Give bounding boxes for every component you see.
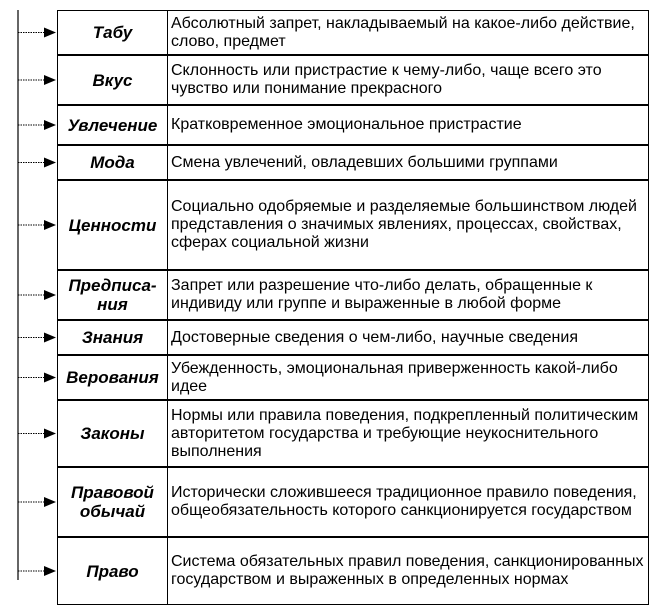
arrowhead-icon bbox=[44, 120, 56, 130]
arrowhead-icon bbox=[44, 220, 56, 230]
table-row bbox=[57, 55, 649, 105]
term-cell: Мода bbox=[58, 146, 168, 179]
term-cell: Ценности bbox=[58, 181, 168, 269]
table-row bbox=[57, 270, 649, 320]
term-cell: Правовой обычай bbox=[58, 468, 168, 536]
arrowhead-icon bbox=[44, 373, 56, 383]
definition-cell: Достоверные сведения о чем-либо, научные сведения bbox=[171, 328, 578, 346]
definition-cell: Система обязательных правил поведения, санкционированных государством и выраженных в определенных нормах bbox=[171, 553, 644, 588]
definition-cell: Кратковременное эмоциональное пристрастие bbox=[171, 116, 522, 133]
term-cell: Право bbox=[58, 538, 168, 604]
arrowhead-icon bbox=[44, 158, 56, 168]
term-cell: Знания bbox=[58, 321, 168, 354]
table-row bbox=[57, 467, 649, 537]
arrowhead-icon bbox=[44, 429, 56, 439]
table-row bbox=[57, 145, 649, 180]
definition-cell: Запрет или разрешение что-либо делать, обращенные к индивиду или группе и выраженные в любой форме bbox=[171, 277, 593, 312]
table-row bbox=[57, 105, 649, 145]
table-row bbox=[57, 537, 649, 605]
term-cell: Табу bbox=[58, 11, 168, 54]
term-cell: Предписа-ния bbox=[58, 271, 168, 319]
definition-cell: Социально одобряемые и разделяемые большинством людей представления о значимых явлениях, процессах, свойствах, сферах социальной жизни bbox=[171, 198, 637, 251]
table-row bbox=[57, 10, 649, 55]
definition-cell: Убежденность, эмоциональная приверженность какой-либо идее bbox=[171, 359, 618, 395]
table-row bbox=[57, 320, 649, 355]
arrowhead-icon bbox=[44, 28, 56, 38]
table-row bbox=[57, 355, 649, 400]
definition-cell: Исторически сложившееся традиционное правило поведения, общеобязательность которого санкционируется государством bbox=[171, 484, 637, 519]
term-cell: Законы bbox=[58, 401, 168, 466]
term-cell: Вкус bbox=[58, 56, 168, 104]
arrowhead-icon bbox=[44, 566, 56, 576]
definition-cell: Смена увлечений, овладевших большими группами bbox=[171, 153, 558, 171]
arrowhead-icon bbox=[44, 290, 56, 300]
arrowhead-icon bbox=[44, 333, 56, 343]
term-cell: Верования bbox=[58, 356, 168, 399]
arrowhead-icon bbox=[44, 497, 56, 507]
definition-cell: Абсолютный запрет, накладываемый на какое-либо действие, слово, предмет bbox=[171, 14, 635, 50]
definition-cell: Нормы или правила поведения, подкрепленный политическим авторитетом государства и требующие неукоснительного выполнения bbox=[171, 406, 639, 460]
table-row bbox=[57, 180, 649, 270]
arrowhead-icon bbox=[44, 75, 56, 85]
term-cell: Увлечение bbox=[58, 106, 168, 144]
arrow-group bbox=[18, 28, 56, 577]
table-row bbox=[57, 400, 649, 467]
definition-cell: Склонность или пристрастие к чему-либо, чаще всего это чувство или понимание прекрасного bbox=[171, 62, 602, 97]
